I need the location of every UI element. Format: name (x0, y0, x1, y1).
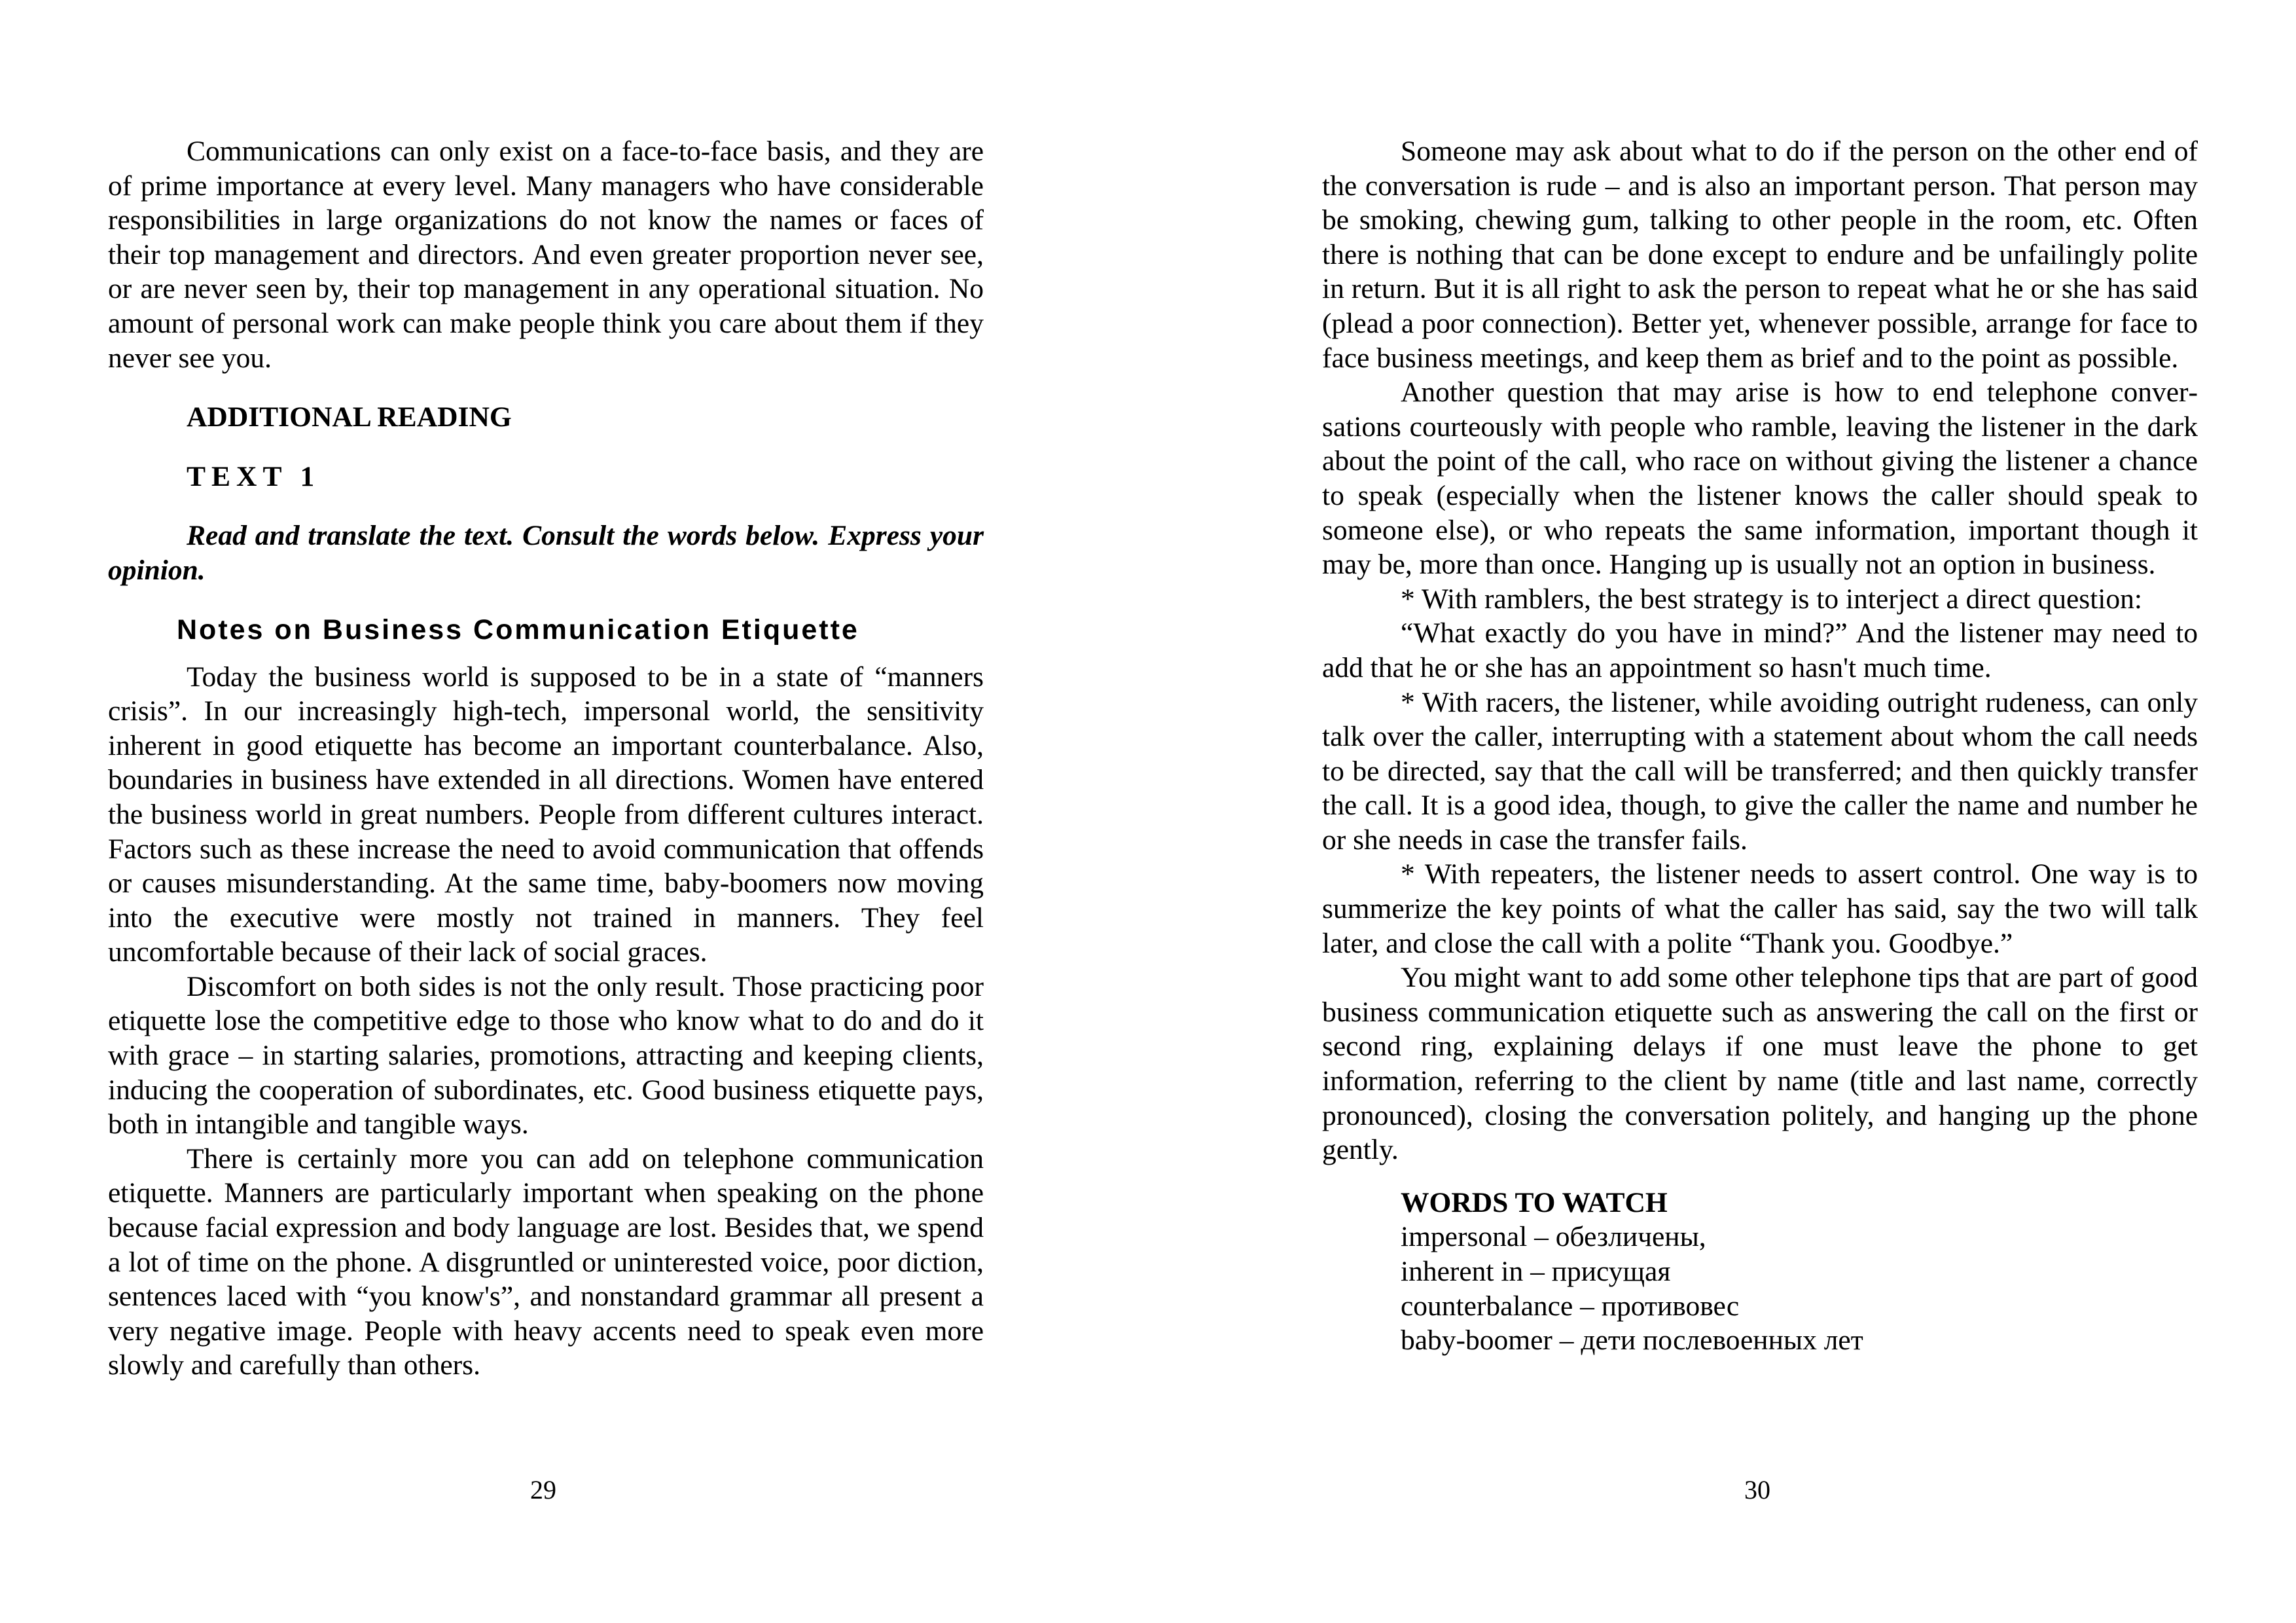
left-page (108, 134, 984, 1535)
vocab-entry: baby-boomer – дети послевоенных лет (1401, 1324, 1863, 1357)
text-1-heading: TEXT 1 (187, 460, 321, 492)
vocab-entry: inherent in – присущая (1401, 1256, 1671, 1287)
left-paragraph-communications: Communications can only exist on a face-to-face basis, and they are of prime importance at every level. Many managers who have considerable responsibilities in large organizations do not know the names or faces of their top management and directors. And even greater proportion never see, or are never seen by, their top management in any operational situation. No amount of personal work can make people think you care about them if they never see you. (108, 136, 984, 374)
right-paragraph-telephone-tips: You might want to add some other telephone tips that are part of good business communication etiquette such as answering the call on the first or second ring, explaining delays if one must leave the phone to get information, referring to the client by name (title and last name, correctly pronounced), closing the conversation politely, and hanging up the phone gently. (1322, 962, 2198, 1166)
right-paragraph-rude-person: Someone may ask about what to do if the person on the other end of the conversation is rude – and is also an important person. That person may be smoking, chewing gum, talking to other people in the room, etc. Often there is nothing that can be done except to endure and be unfailingly polite in return. But it is all right to ask the person to repeat what he or she has said (plead a poor connection). Better yet, whenever possible, arrange for face to face business meetings, and keep them as brief and to the point as possible. (1322, 136, 2198, 374)
page-number-left: 29 (530, 1475, 556, 1504)
article-title: Notes on Business Communication Etiquette (177, 613, 859, 646)
right-paragraph-racers: * With racers, the listener, while avoiding outright rudeness, can only talk over the caller, interrupting with a statement about whom the call needs to be directed, say that the call will be transferred; and then quickly transfer the call. It is a good idea, though, to give the caller the name and number he or she needs in case the transfer fails. (1322, 686, 2198, 856)
right-page (1322, 134, 2198, 1535)
words-to-watch-title: WORDS TO WATCH (1401, 1186, 1668, 1218)
additional-reading-heading: ADDITIONAL READING (187, 401, 512, 433)
right-paragraph-end-conversations: Another question that may arise is how to end telephone conversations courteously with people who ramble, leaving the listener in the dark about the point of the call, who race on without giving the listener a chance to speak (especially when the listener knows the caller should speak to someone else), or who repeats the same information, important though it may be, more than once. Hanging up is usually not an option in business. (1322, 376, 2198, 581)
words-to-watch (1322, 1186, 2198, 1358)
right-paragraph-direct-question: “What exactly do you have in mind?” And the listener may need to add that he or she has an appointment so hasn't much time. (1322, 617, 2198, 684)
right-paragraph-ramblers: * With ramblers, the best strategy is to interject a direct question: (1401, 583, 2142, 615)
left-paragraph-telephone: There is certainly more you can add on telephone communication etiquette. Manners are particularly important when speaking on the phone because facial expression and body language are lost. Besides that, we spend a lot of time on the phone. A disgruntled or uninterested voice, poor diction, sentences laced with “you know's”, and nonstandard grammar all present a very negative image. People with heavy accents need to speak even more slowly and carefully than others. (108, 1142, 984, 1381)
reading-instruction: Read and translate the text. Consult the words below. Express your opinion. (108, 520, 984, 586)
vocab-entry: impersonal – обезличены, (1401, 1221, 1706, 1253)
left-paragraph-discomfort: Discomfort on both sides is not the only result. Those practicing poor etiquette lose the competitive edge to those who know what to do and do it with grace – in starting salaries, promotions, attracting and keeping clients, inducing the cooperation of subordinates, etc. Good business etiquette pays, both in intangible and tangible ways. (108, 970, 984, 1140)
right-paragraph-repeaters: * With repeaters, the listener needs to assert control. One way is to summerize the key points of what the caller has said, say the two will talk later, and close the call with a polite “Thank you. Goodbye.” (1322, 858, 2198, 959)
vocab-entry: counterbalance – противовес (1401, 1290, 1740, 1322)
page-number-right: 30 (1744, 1475, 1770, 1504)
left-paragraph-manners-crisis: Today the business world is supposed to be in a state of “manners crisis”. In our increasingly high-tech, impersonal world, the sensitivity inherent in good etiquette has become an important counterbalance. Also, boundaries in business have extended in all directions. Women have entered the business world in great numbers. People from different cultures interact. Factors such as these increase the need to avoid communication that offends or causes misunderstanding. At the same time, baby-boomers now moving into the executive were mostly not trained in manners. They feel uncomfortable because of their lack of social graces. (108, 661, 984, 968)
